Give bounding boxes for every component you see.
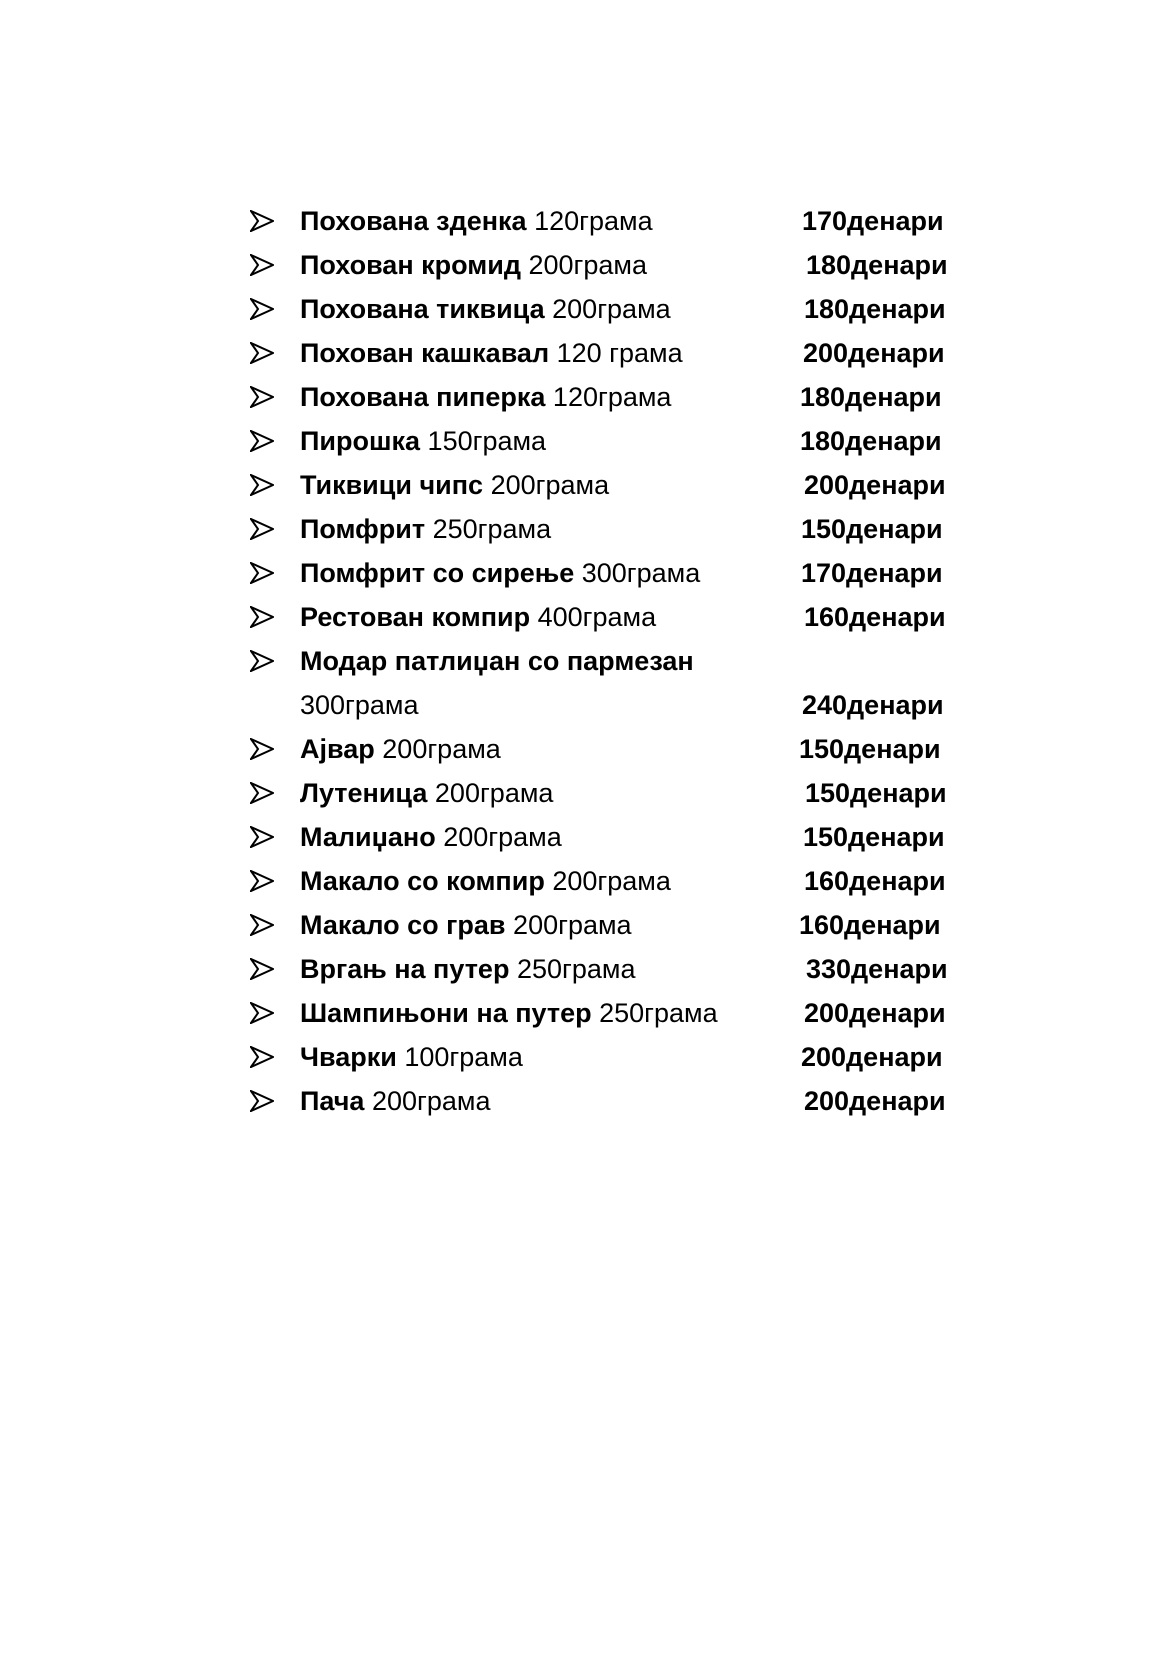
list-item	[250, 375, 980, 419]
item-name: Лутеница	[300, 778, 428, 808]
item-weight: 200грама	[528, 250, 648, 280]
item-text	[300, 463, 609, 507]
item-price: 150денари	[799, 734, 941, 764]
item-price: 180денари	[800, 426, 942, 456]
arrowhead-bullet-icon	[250, 650, 274, 672]
arrowhead-bullet-icon	[250, 562, 274, 584]
item-weight: 200грама	[443, 822, 562, 852]
item-price: 200денари	[804, 1086, 946, 1116]
list-item	[250, 199, 980, 243]
arrowhead-bullet-icon	[250, 518, 274, 540]
item-name: Рестован компир	[300, 602, 531, 632]
item-text	[300, 551, 700, 595]
item-name: Пача	[300, 1086, 365, 1116]
item-text	[300, 815, 562, 859]
item-weight: 200грама	[382, 734, 501, 764]
item-price: 150денари	[805, 778, 947, 808]
arrowhead-bullet-icon	[250, 210, 274, 232]
item-name: Тиквици чипс	[300, 470, 484, 500]
list-item	[250, 1079, 980, 1123]
item-weight: 200грама	[434, 778, 554, 808]
item-name: Помфрит	[300, 514, 426, 544]
item-text	[300, 243, 647, 287]
item-name: Чварки	[300, 1042, 397, 1072]
item-text	[300, 903, 632, 947]
item-name: Похована пиперка	[300, 382, 546, 412]
menu-list	[250, 199, 980, 1123]
arrowhead-bullet-icon	[250, 386, 274, 408]
list-item	[250, 507, 980, 551]
list-item	[250, 903, 980, 947]
list-item	[250, 639, 980, 727]
list-item	[250, 287, 980, 331]
list-item	[250, 991, 980, 1035]
item-weight: 250грама	[516, 954, 636, 984]
item-weight: 200грама	[552, 294, 671, 324]
item-name: Похована зденка	[300, 206, 527, 236]
item-name: Модар патлиџан со пармезан	[300, 646, 694, 676]
item-name: Похована тиквица	[300, 294, 545, 324]
item-weight: 200грама	[490, 470, 610, 500]
item-price: 170денари	[802, 206, 944, 236]
list-item	[250, 859, 980, 903]
item-weight: 200грама	[371, 1086, 491, 1116]
arrowhead-bullet-icon	[250, 914, 274, 936]
item-text	[300, 991, 718, 1035]
item-text	[300, 331, 683, 375]
list-item	[250, 1035, 980, 1079]
arrowhead-bullet-icon	[250, 958, 274, 980]
item-text	[300, 727, 501, 771]
item-text	[300, 859, 671, 903]
item-name: Ајвар	[300, 734, 375, 764]
item-price: 240денари	[802, 690, 944, 720]
item-price: 330денари	[806, 954, 948, 984]
item-weight: 300грама	[581, 558, 701, 588]
item-text	[300, 419, 546, 463]
item-weight: 120грама	[552, 382, 672, 412]
item-name: Макало со грав	[300, 910, 506, 940]
item-weight: 120грама	[534, 206, 653, 236]
item-weight: 120 грама	[556, 338, 683, 368]
item-text	[300, 1079, 490, 1123]
arrowhead-bullet-icon	[250, 870, 274, 892]
arrowhead-bullet-icon	[250, 298, 274, 320]
list-item	[250, 727, 980, 771]
arrowhead-bullet-icon	[250, 826, 274, 848]
list-item	[250, 947, 980, 991]
item-price: 160денари	[799, 910, 941, 940]
arrowhead-bullet-icon	[250, 254, 274, 276]
item-weight: 150грама	[427, 426, 547, 456]
item-weight: 400грама	[537, 602, 657, 632]
item-price: 180денари	[806, 250, 948, 280]
list-item	[250, 815, 980, 859]
item-price: 180денари	[804, 294, 946, 324]
item-name: Похован кромид	[300, 250, 521, 280]
arrowhead-bullet-icon	[250, 782, 274, 804]
item-text	[300, 375, 671, 419]
item-name: Пирошка	[300, 426, 421, 456]
list-item	[250, 463, 980, 507]
item-name: Шампињони на путер	[300, 998, 592, 1028]
item-text	[300, 1035, 523, 1079]
item-name: Помфрит со сирење	[300, 558, 575, 588]
item-price: 160денари	[804, 866, 946, 896]
item-weight: 200грама	[513, 910, 632, 940]
arrowhead-bullet-icon	[250, 1090, 274, 1112]
item-weight: 100грама	[404, 1042, 523, 1072]
arrowhead-bullet-icon	[250, 738, 274, 760]
item-text	[300, 507, 551, 551]
arrowhead-bullet-icon	[250, 606, 274, 628]
list-item	[250, 771, 980, 815]
item-price: 180денари	[800, 382, 942, 412]
arrowhead-bullet-icon	[250, 430, 274, 452]
list-item	[250, 551, 980, 595]
item-text	[300, 771, 553, 815]
item-price: 150денари	[803, 822, 945, 852]
item-weight: 200грама	[552, 866, 671, 896]
list-item	[250, 331, 980, 375]
item-price: 200денари	[801, 1042, 943, 1072]
arrowhead-bullet-icon	[250, 342, 274, 364]
item-text	[300, 595, 656, 639]
list-item	[250, 595, 980, 639]
item-text	[300, 199, 653, 243]
item-price: 200денари	[804, 998, 946, 1028]
item-name: Малиџано	[300, 822, 436, 852]
list-item	[250, 243, 980, 287]
item-name: Вргањ на путер	[300, 954, 510, 984]
item-name: Макало со компир	[300, 866, 545, 896]
list-item	[250, 419, 980, 463]
arrowhead-bullet-icon	[250, 474, 274, 496]
item-price: 200денари	[803, 338, 945, 368]
item-price: 160денари	[804, 602, 946, 632]
item-text	[300, 639, 694, 683]
item-price: 170денари	[801, 558, 943, 588]
item-price: 150денари	[801, 514, 943, 544]
item-weight: 300грама	[300, 690, 419, 720]
item-text	[300, 947, 635, 991]
arrowhead-bullet-icon	[250, 1046, 274, 1068]
item-name: Похован кашкавал	[300, 338, 550, 368]
item-price: 200денари	[804, 470, 946, 500]
item-weight: 250грама	[599, 998, 718, 1028]
item-text	[300, 287, 671, 331]
item-weight: 250грама	[432, 514, 552, 544]
arrowhead-bullet-icon	[250, 1002, 274, 1024]
